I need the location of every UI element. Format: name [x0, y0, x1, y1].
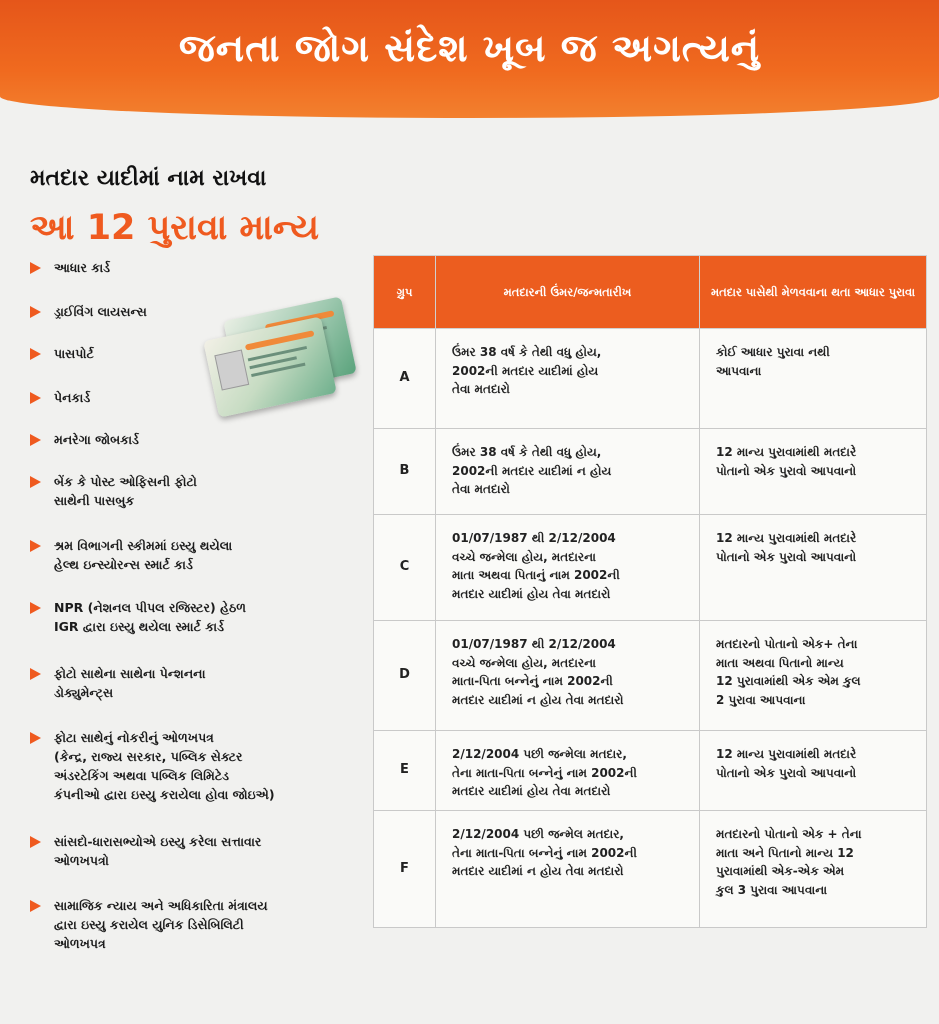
table-row: [374, 731, 927, 811]
list-item: ફોટો સાથેના સાથેના પેન્શનના ડોક્યુમેન્ટ્સ: [30, 664, 365, 702]
id-card-icon: [203, 316, 337, 417]
arrow-icon: [30, 602, 41, 614]
table-row: [374, 429, 927, 515]
proof-cell: મતદારનો પોતાનો એક + તેના માતા અને પિતાનો માન્ય 12 પુરાવામાંથી એક-એક એમ કુલ 3 પુરાવા આપવાના: [700, 811, 927, 928]
column-header: ગ્રુપ: [374, 256, 436, 329]
group-cell: C: [374, 515, 436, 621]
list-item: સાંસદો-ધારાસભ્યોએ ઇસ્યુ કરેલા સત્તાવાર ઓળખપત્રો: [30, 832, 365, 870]
arrow-icon: [30, 262, 41, 274]
proof-cell: 12 માન્ય પુરાવામાંથી મતદારે પોતાનો એક પુરાવો આપવાનો: [700, 731, 927, 811]
arrow-icon: [30, 348, 41, 360]
arrow-icon: [30, 306, 41, 318]
table-header-row: [374, 256, 927, 329]
proof-cell: 12 માન્ય પુરાવામાંથી મતદારે પોતાનો એક પુરાવો આપવાનો: [700, 429, 927, 515]
age-cell: 01/07/1987 થી 2/12/2004 વચ્ચે જન્મેલા હોય, મતદારના માતા અથવા પિતાનું નામ 2002ની મતદાર યાદીમાં હોય તેવા મતદારો: [436, 515, 700, 621]
headline: આ 12 પુરાવા માન્ય: [30, 208, 320, 248]
subheading: મતદાર યાદીમાં નામ રાખવા: [30, 166, 267, 191]
proof-cell: મતદારનો પોતાનો એક+ તેના માતા અથવા પિતાનો માન્ય 12 પુરાવામાંથી એક એમ કુલ 2 પુરાવા આપવાના: [700, 621, 927, 731]
age-cell: 01/07/1987 થી 2/12/2004 વચ્ચે જન્મેલા હોય, મતદારના માતા-પિતા બન્નેનું નામ 2002ની મતદાર યાદીમાં ન હોય તેવા મતદારો: [436, 621, 700, 731]
list-item: બેંક કે પોસ્ટ ઓફિસની ફોટો સાથેની પાસબુક: [30, 472, 365, 510]
proof-table: [373, 255, 926, 928]
age-cell: 2/12/2004 પછી જન્મેલા મતદાર, તેના માતા-પિતા બન્નેનું નામ 2002ની મતદાર યાદીમાં હોય તેવા મતદારો: [436, 731, 700, 811]
id-cards-image: [175, 300, 360, 430]
list-item: સામાજિક ન્યાય અને અધિકારિતા મંત્રાલય દ્વારા ઇસ્યુ કરાયેલ યુનિક ડિસેબિલિટી ઓળખપત્ર: [30, 896, 365, 953]
list-item: મનરેગા જોબકાર્ડ: [30, 430, 365, 449]
group-cell: B: [374, 429, 436, 515]
table-row: [374, 515, 927, 621]
arrow-icon: [30, 836, 41, 848]
proof-cell: 12 માન્ય પુરાવામાંથી મતદારે પોતાનો એક પુરાવો આપવાનો: [700, 515, 927, 621]
list-item: પેનકાર્ડ: [30, 388, 365, 407]
list-item: ડ્રાઈવિંગ લાયસન્સ: [30, 302, 365, 321]
age-cell: ઉંમર 38 વર્ષ કે તેથી વધુ હોય, 2002ની મતદાર યાદીમાં ન હોય તેવા મતદારો: [436, 429, 700, 515]
group-cell: E: [374, 731, 436, 811]
table-row: [374, 811, 927, 928]
arrow-icon: [30, 476, 41, 488]
arrow-icon: [30, 668, 41, 680]
column-header: મતદાર પાસેથી મેળવવાના થતા આધાર પુરાવા: [700, 256, 927, 329]
list-item: પાસપોર્ટ: [30, 344, 365, 363]
column-header: મતદારની ઉંમર/જન્મતારીખ: [436, 256, 700, 329]
proof-cell: કોઈ આધાર પુરાવા નથી આપવાના: [700, 329, 927, 429]
table-row: [374, 329, 927, 429]
list-item: NPR (નેશનલ પીપલ રજિસ્ટર) હેઠળ IGR દ્વારા ઇસ્યુ થયેલા સ્માર્ટ કાર્ડ: [30, 598, 365, 636]
age-cell: ઉંમર 38 વર્ષ કે તેથી વધુ હોય, 2002ની મતદાર યાદીમાં હોય તેવા મતદારો: [436, 329, 700, 429]
page-title: જનતા જોગ સંદેશ ખૂબ જ અગત્યનું: [178, 26, 761, 70]
arrow-icon: [30, 540, 41, 552]
list-item: ફોટા સાથેનું નોકરીનું ઓળખપત્ર (કેન્દ્ર, રાજ્ય સરકાર, પબ્લિક સેક્ટર અંડરટેકિંગ અથવા પબ્લિક લિમિટેડ કંપનીઓ દ્વારા ઇસ્યુ કરાયેલા હોવા જોઇએ): [30, 728, 365, 804]
table-row: [374, 621, 927, 731]
arrow-icon: [30, 900, 41, 912]
header-banner: [0, 0, 939, 118]
arrow-icon: [30, 392, 41, 404]
group-cell: D: [374, 621, 436, 731]
list-item: શ્રમ વિભાગની સ્કીમમાં ઇસ્યુ થયેલા હેલ્થ ઇન્સ્યોરન્સ સ્માર્ટ કાર્ડ: [30, 536, 365, 574]
group-cell: A: [374, 329, 436, 429]
arrow-icon: [30, 732, 41, 744]
list-item: આધાર કાર્ડ: [30, 258, 365, 277]
group-cell: F: [374, 811, 436, 928]
arrow-icon: [30, 434, 41, 446]
age-cell: 2/12/2004 પછી જન્મેલ મતદાર, તેના માતા-પિતા બન્નેનું નામ 2002ની મતદાર યાદીમાં ન હોય તેવા મતદારો: [436, 811, 700, 928]
